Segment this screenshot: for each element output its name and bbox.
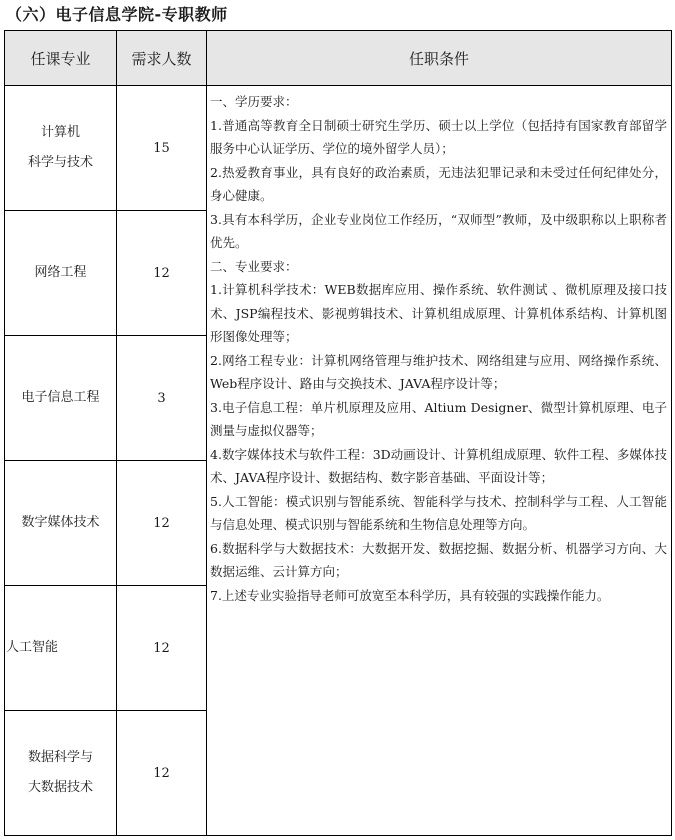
- header-count: 需求人数: [117, 31, 207, 86]
- count-cell: 3: [117, 336, 207, 461]
- major-cell: 电子信息工程: [5, 336, 117, 461]
- count-cell: 12: [117, 711, 207, 836]
- recruitment-table: [4, 30, 672, 836]
- requirement-line: 4.数字媒体技术与软件工程：3D动画设计、计算机组成原理、软件工程、多媒体技术、JAVA程序设计、数据结构、数字影音基础、平面设计等；: [210, 446, 667, 485]
- requirement-line: 3.具有本科学历，企业专业岗位工作经历，“双师型”教师，及中级职称以上职称者优先。: [210, 211, 667, 250]
- major-line: 大数据技术: [27, 780, 93, 795]
- count-cell: 12: [117, 211, 207, 336]
- major-cell: 网络工程: [5, 211, 117, 336]
- major-line: 科学与技术: [27, 155, 93, 170]
- header-major: 任课专业: [5, 31, 117, 86]
- requirement-line: 二、专业要求：: [210, 258, 298, 274]
- header-requirements: 任职条件: [207, 31, 672, 86]
- requirement-line: 6.数据科学与大数据技术：大数据开发、数据挖掘、数据分析、机器学习方向、大数据运维、云计算方向；: [210, 540, 667, 579]
- count-cell: 12: [117, 461, 207, 586]
- requirement-line: 一、学历要求：: [210, 94, 298, 109]
- requirements-cell: [207, 86, 672, 836]
- major-cell: 数字媒体技术: [5, 461, 117, 586]
- count-cell: 15: [117, 86, 207, 211]
- requirement-line: 1.计算机科学技术：WEB数据库应用、操作系统、软件测试 、微机原理及接口技术、JSP编程技术、影视剪辑技术、计算机组成原理、计算机体系结构、计算机图形图像处理等；: [210, 282, 667, 344]
- major-cell: [5, 86, 117, 211]
- requirement-line: 3.电子信息工程：单片机原理及应用、Altium Designer、微型计算机原理、电子测量与虚拟仪器等；: [210, 399, 667, 438]
- count-cell: 12: [117, 586, 207, 711]
- major-cell: [5, 711, 117, 836]
- requirement-line: 2.热爱教育事业，具有良好的政治素质，无违法犯罪记录和未受过任何纪律处分，身心健康。: [210, 164, 667, 203]
- major-line: 数据科学与: [27, 750, 93, 765]
- table-header-row: [5, 31, 672, 86]
- major-line: 计算机: [40, 125, 80, 140]
- table-row: [5, 86, 672, 211]
- requirement-line: 7.上述专业实验指导老师可放宽至本科学历，具有较强的实践操作能力。: [210, 587, 610, 603]
- major-cell: 人工智能: [5, 586, 117, 711]
- section-title: （六）电子信息学院-专职教师: [6, 5, 228, 24]
- requirement-line: 1.普通高等教育全日制硕士研究生学历、硕士以上学位（包括持有国家教育部留学服务中心认证学历、学位的境外留学人员）；: [210, 117, 667, 156]
- requirement-line: 5.人工智能：模式识别与智能系统、智能科学与技术、控制科学与工程、人工智能与信息处理、模式识别与智能系统和生物信息处理等方向。: [210, 493, 667, 532]
- requirement-line: 2.网络工程专业：计算机网络管理与维护技术、网络组建与应用、网络操作系统、Web程序设计、路由与交换技术、JAVA程序设计等；: [210, 352, 667, 391]
